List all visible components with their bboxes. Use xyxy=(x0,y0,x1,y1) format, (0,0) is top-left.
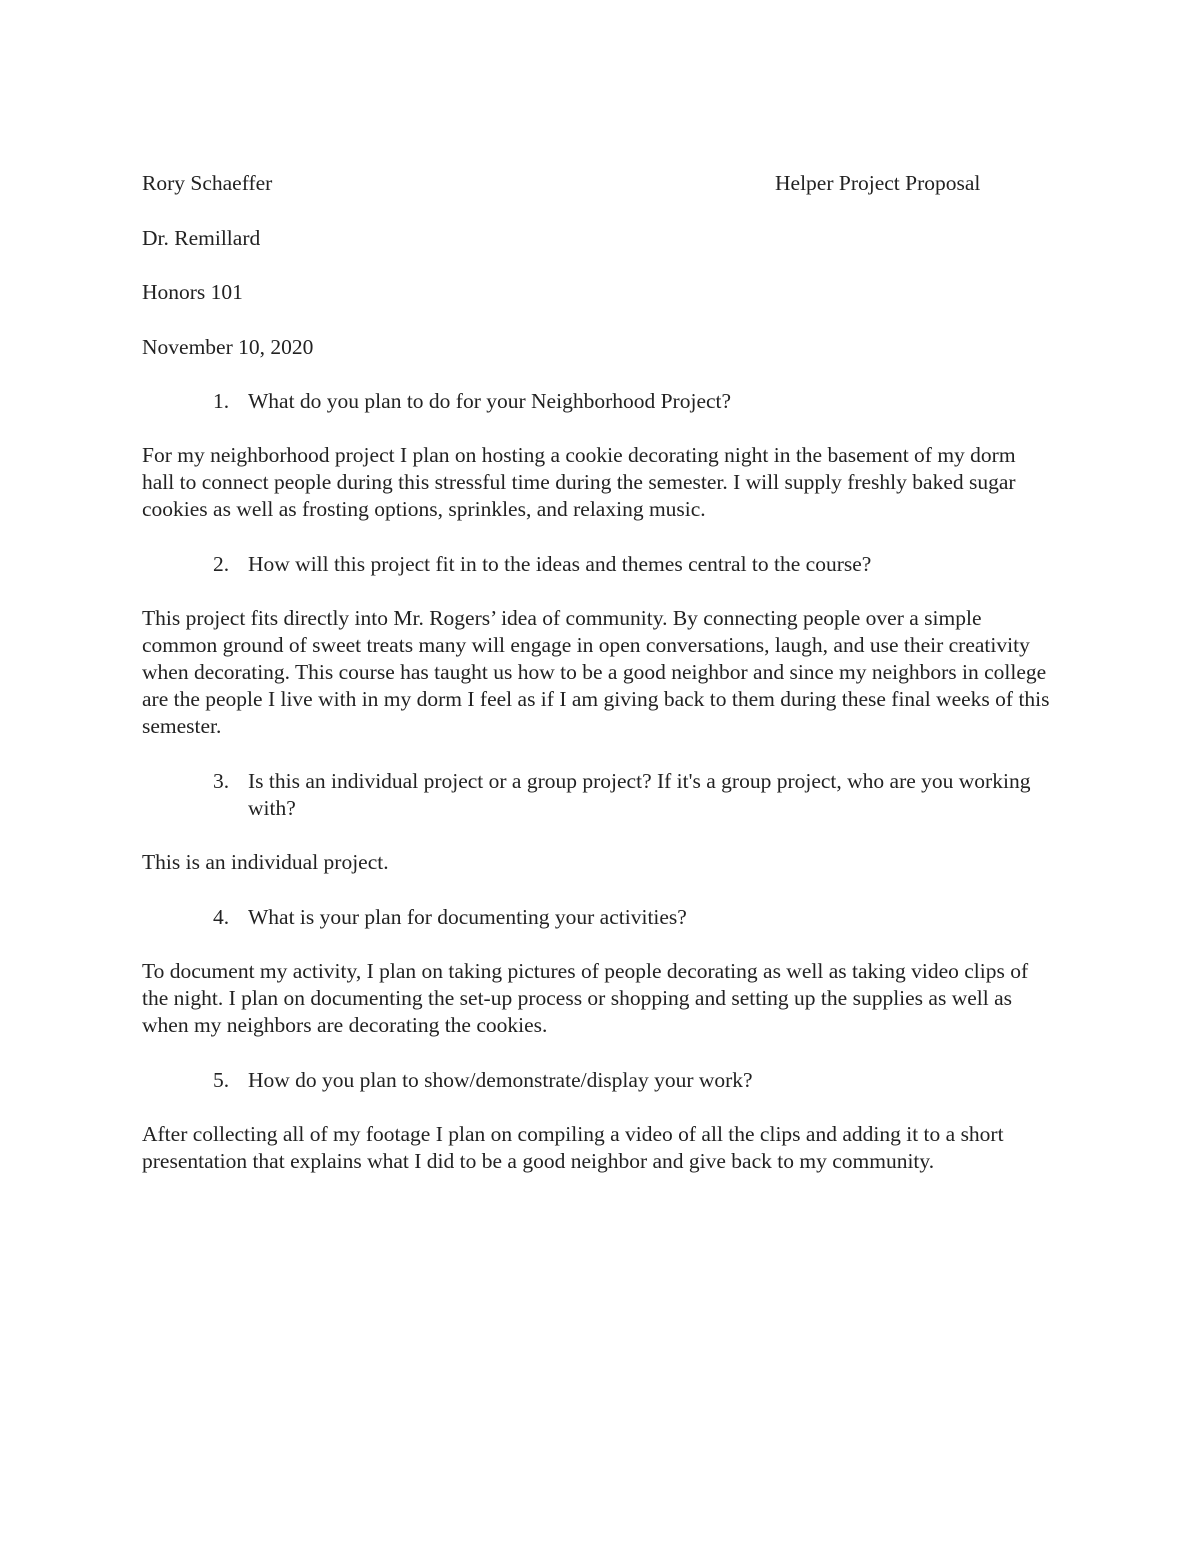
answer-1: For my neighborhood project I plan on hosting a cookie decorating night in the basement of my dorm hall to connect people during this stressful time during the semester. I will supply freshly baked sugar cookies as well as frosting options, sprinkles, and relaxing music. xyxy=(142,443,1016,521)
question-text: What is your plan for documenting your activities? xyxy=(248,905,687,929)
author-name: Rory Schaeffer xyxy=(142,171,273,195)
question-3 xyxy=(213,768,1043,822)
question-1 xyxy=(213,388,1043,415)
question-text: Is this an individual project or a group project? If it's a group project, who are you working with? xyxy=(248,769,1031,820)
document-header xyxy=(142,169,1042,197)
answer-3: This is an individual project. xyxy=(142,850,389,874)
question-text: How will this project fit in to the ideas and themes central to the course? xyxy=(248,552,872,576)
answer-2: This project fits directly into Mr. Rogers’ idea of community. By connecting people over a simple common ground of sweet treats many will engage in open conversations, laugh, and use their creativity when decorating. This course has taught us how to be a good neighbor and since my neighbors in college are the people I live with in my dorm I feel as if I am giving back to them during these final weeks of this semester. xyxy=(142,606,1050,738)
document-date: November 10, 2020 xyxy=(142,335,314,359)
answer-5: After collecting all of my footage I plan on compiling a video of all the clips and adding it to a short presentation that explains what I did to be a good neighbor and give back to my community. xyxy=(142,1122,1004,1173)
instructor-name: Dr. Remillard xyxy=(142,226,261,250)
question-number: 3. xyxy=(213,769,230,793)
course-name: Honors 101 xyxy=(142,280,243,304)
document-title: Helper Project Proposal xyxy=(775,171,981,195)
question-2 xyxy=(213,551,1043,578)
question-number: 5. xyxy=(213,1068,230,1092)
question-number: 1. xyxy=(213,389,230,413)
question-text: What do you plan to do for your Neighborhood Project? xyxy=(248,389,732,413)
question-number: 2. xyxy=(213,552,230,576)
question-number: 4. xyxy=(213,905,230,929)
question-5 xyxy=(213,1067,1043,1094)
question-4 xyxy=(213,904,1043,931)
answer-4: To document my activity, I plan on taking pictures of people decorating as well as taking video clips of the night. I plan on documenting the set-up process or shopping and setting up the supplies as well as when my neighbors are decorating the cookies. xyxy=(142,959,1029,1037)
question-text: How do you plan to show/demonstrate/display your work? xyxy=(248,1068,753,1092)
